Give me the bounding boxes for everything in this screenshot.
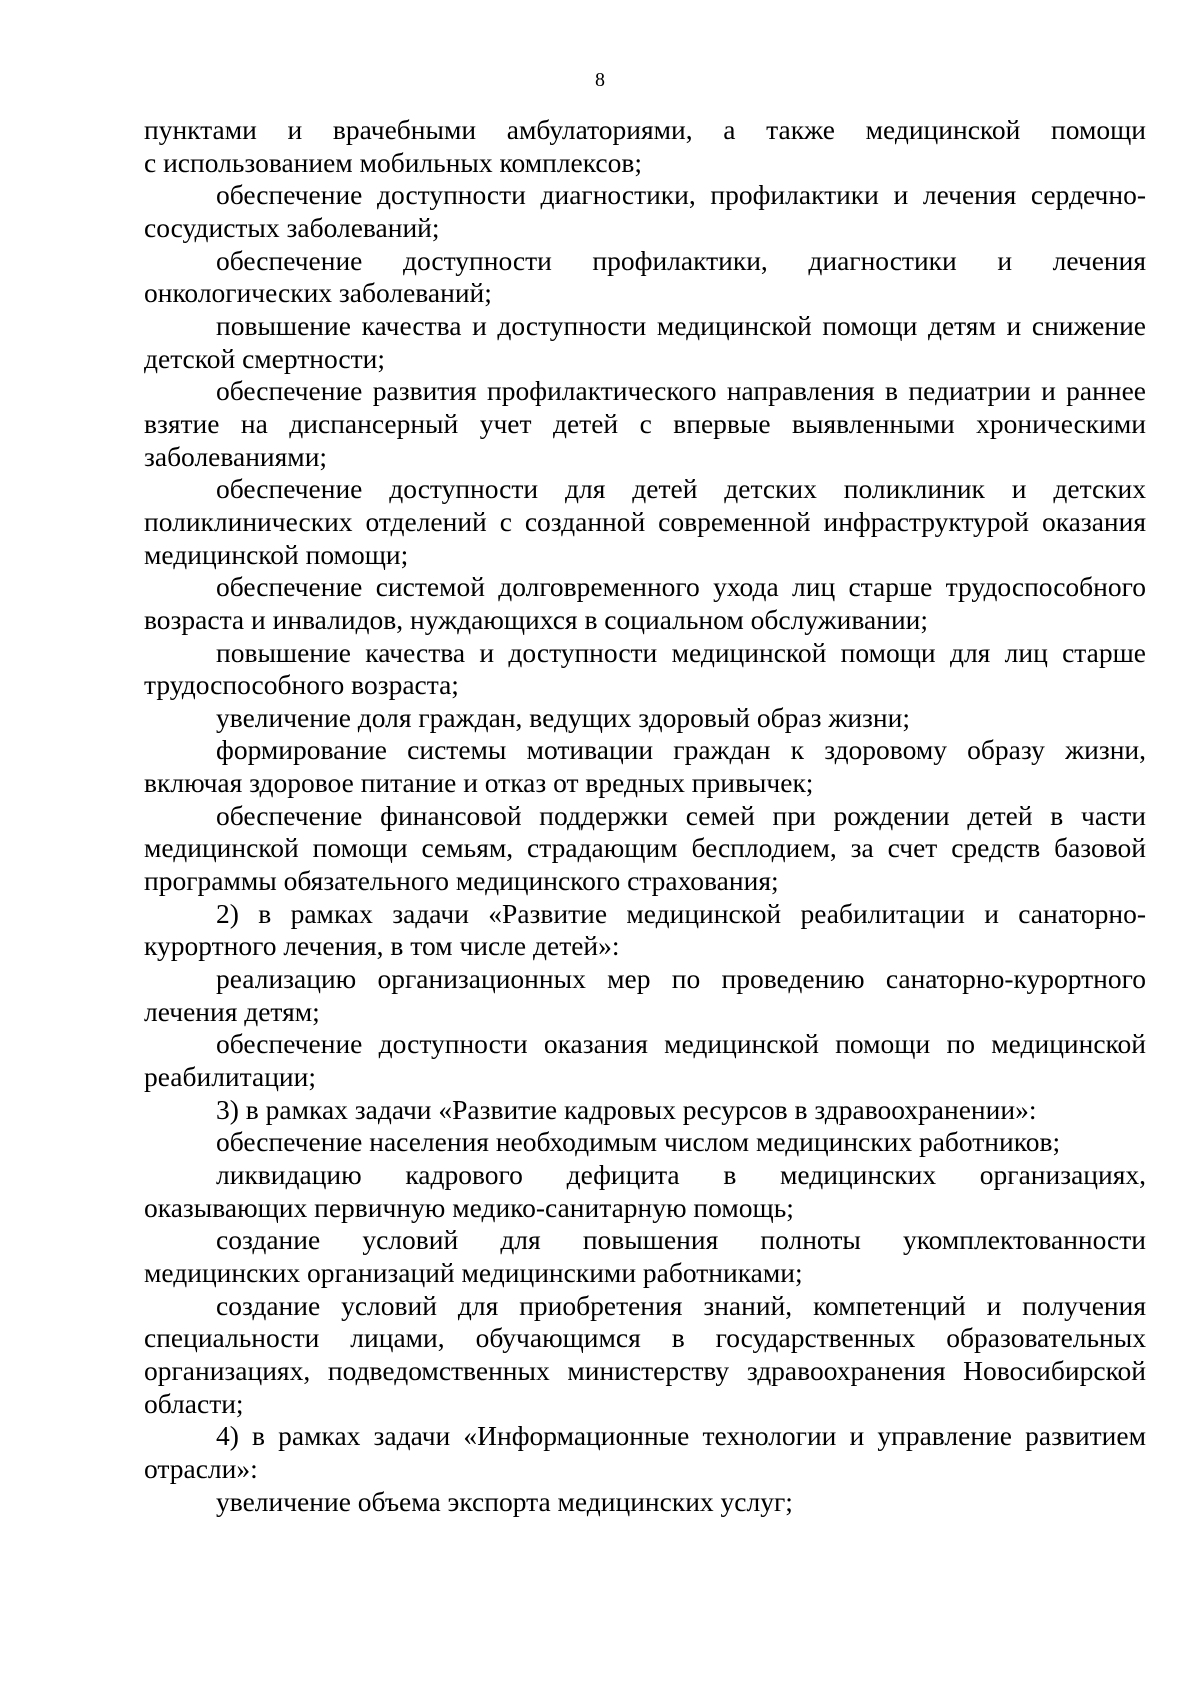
text-line: курортного лечения, в том числе детей»:	[144, 930, 620, 962]
text-line: специальности лицами, обучающимся в государственных образовательных	[144, 1322, 1146, 1354]
paragraph	[144, 114, 1146, 179]
paragraph	[144, 1224, 1146, 1289]
text-line: медицинской помощи;	[144, 538, 409, 570]
paragraph	[144, 310, 1146, 375]
text-line: реализацию организационных мер по проведению санаторно-курортного	[216, 963, 1146, 995]
paragraph	[144, 1094, 1146, 1127]
text-line: программы обязательного медицинского страхования;	[144, 865, 779, 897]
text-line: медицинской помощи семьям, страдающим бесплодием, за счет средств базовой	[144, 832, 1146, 864]
text-line: формирование системы мотивации граждан к здоровому образу жизни,	[216, 734, 1146, 766]
paragraph	[144, 1159, 1146, 1224]
text-line: 2) в рамках задачи «Развитие медицинской реабилитации и санаторно-	[216, 897, 1146, 929]
paragraph	[144, 179, 1146, 244]
paragraph	[144, 1486, 1146, 1519]
text-line: создание условий для приобретения знаний, компетенций и получения	[216, 1289, 1146, 1321]
text-line: онкологических заболеваний;	[144, 277, 492, 309]
text-line: обеспечение доступности оказания медицинской помощи по медицинской	[216, 1028, 1146, 1060]
paragraph	[144, 1028, 1146, 1093]
text-line: детской смертности;	[144, 342, 386, 374]
page-number: 8	[595, 69, 605, 91]
paragraph	[144, 1290, 1146, 1421]
text-line: обеспечение доступности профилактики, диагностики и лечения	[216, 244, 1146, 276]
paragraph	[144, 1420, 1146, 1485]
text-line: обеспечение доступности для детей детских поликлиник и детских	[216, 473, 1146, 505]
text-line: пунктами и врачебными амбулаториями, а также медицинской помощи	[144, 114, 1146, 145]
text-line: обеспечение системой долговременного ухода лиц старше трудоспособного	[216, 571, 1146, 603]
text-line: с использованием мобильных комплексов;	[144, 146, 643, 178]
text-line: увеличение доля граждан, ведущих здоровый образ жизни;	[216, 701, 910, 733]
paragraph	[144, 963, 1146, 1028]
paragraph	[144, 1126, 1146, 1159]
text-line: реабилитации;	[144, 1061, 316, 1093]
text-line: повышение качества и доступности медицинской помощи детям и снижение	[216, 309, 1146, 341]
paragraph	[144, 245, 1146, 310]
text-line: 4) в рамках задачи «Информационные технологии и управление развитием	[216, 1420, 1146, 1452]
text-line: обеспечение доступности диагностики, профилактики и лечения сердечно-	[216, 179, 1146, 211]
text-line: ликвидацию кадрового дефицита в медицинских организациях,	[216, 1159, 1146, 1190]
text-line: 3) в рамках задачи «Развитие кадровых ресурсов в здравоохранении»:	[216, 1093, 1037, 1125]
text-line: обеспечение населения необходимым числом медицинских работников;	[216, 1126, 1061, 1158]
paragraph	[144, 702, 1146, 735]
paragraph	[144, 800, 1146, 898]
text-line: медицинских организаций медицинскими работниками;	[144, 1256, 803, 1288]
text-line: увеличение объема экспорта медицинских услуг;	[216, 1485, 793, 1517]
text-line: включая здоровое питание и отказ от вредных привычек;	[144, 767, 814, 799]
paragraph	[144, 637, 1146, 702]
paragraph	[144, 571, 1146, 636]
text-line: создание условий для повышения полноты укомплектованности	[216, 1224, 1146, 1256]
text-line: оказывающих первичную медико-санитарную помощь;	[144, 1191, 794, 1223]
text-line: повышение качества и доступности медицинской помощи для лиц старше	[216, 636, 1146, 668]
body-text	[144, 114, 1146, 1518]
text-line: обеспечение развития профилактического направления в педиатрии и раннее	[216, 375, 1146, 407]
paragraph	[144, 898, 1146, 963]
text-line: взятие на диспансерный учет детей с впервые выявленными хроническими	[144, 407, 1146, 439]
text-line: области;	[144, 1387, 244, 1419]
text-line: отрасли»:	[144, 1452, 258, 1484]
paragraph	[144, 375, 1146, 473]
text-line: заболеваниями;	[144, 440, 328, 472]
paragraph	[144, 734, 1146, 799]
text-line: поликлинических отделений с созданной современной инфраструктурой оказания	[144, 505, 1146, 537]
text-line: обеспечение финансовой поддержки семей при рождении детей в части	[216, 799, 1146, 831]
text-line: сосудистых заболеваний;	[144, 211, 440, 243]
text-line: лечения детям;	[144, 995, 320, 1027]
text-line: возраста и инвалидов, нуждающихся в социальном обслуживании;	[144, 603, 929, 635]
text-line: организациях, подведомственных министерству здравоохранения Новосибирской	[144, 1354, 1146, 1386]
text-line: трудоспособного возраста;	[144, 669, 459, 701]
paragraph	[144, 473, 1146, 571]
